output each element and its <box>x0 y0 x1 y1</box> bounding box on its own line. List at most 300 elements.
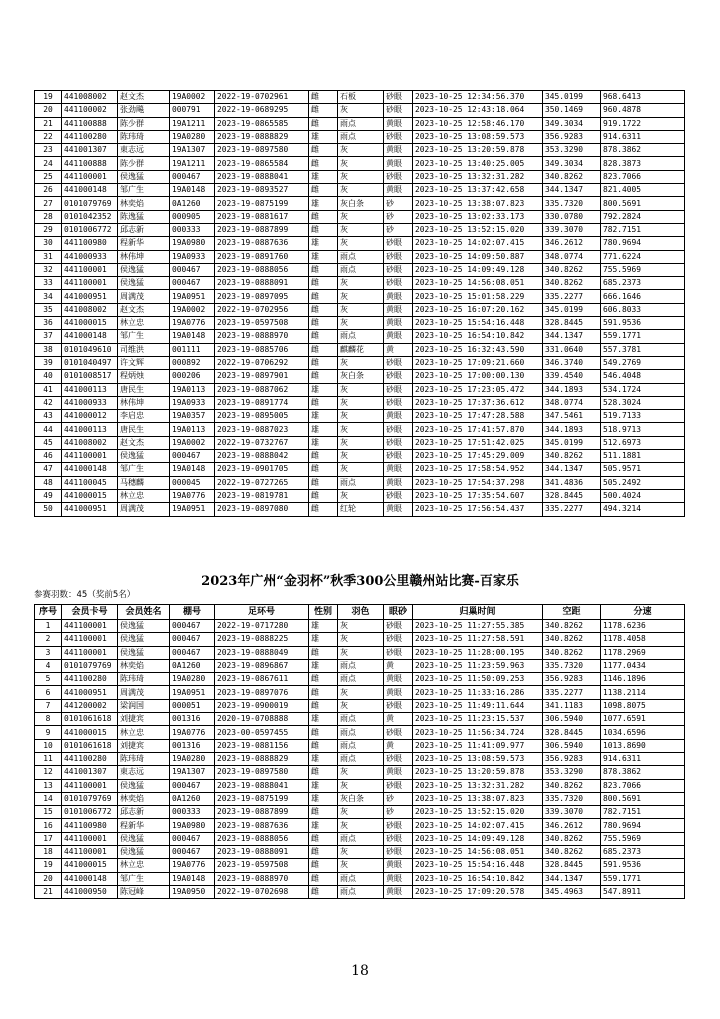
cell-eye: 砂眼 <box>384 104 413 117</box>
cell-loft-no: 001111 <box>170 343 215 356</box>
cell-seq: 22 <box>35 130 62 143</box>
cell-distance: 339.4540 <box>543 370 601 383</box>
cell-distance: 340.8262 <box>543 450 601 463</box>
cell-seq: 44 <box>35 423 62 436</box>
cell-eye: 黄眼 <box>384 673 413 686</box>
cell-member-card: 0101040497 <box>62 356 118 369</box>
cell-seq: 14 <box>35 792 62 805</box>
cell-seq: 25 <box>35 170 62 183</box>
cell-sex: 雄 <box>309 410 338 423</box>
cell-seq: 10 <box>35 739 62 752</box>
cell-ring-no: 2023-19-0888091 <box>215 277 309 290</box>
cell-loft-no: 000333 <box>170 223 215 236</box>
cell-plumage: 灰 <box>338 766 384 779</box>
cell-seq: 20 <box>35 104 62 117</box>
table-row <box>35 303 685 316</box>
cell-plumage: 灰 <box>338 489 384 502</box>
cell-loft-no: 19A1307 <box>170 766 215 779</box>
cell-ring-no: 2023-19-0897580 <box>215 144 309 157</box>
cell-plumage: 雨点 <box>338 752 384 765</box>
cell-ring-no: 2023-19-0867611 <box>215 673 309 686</box>
cell-arrival-time: 2023-10-25 11:23:59.963 <box>413 659 543 672</box>
cell-member-name: 赵文杰 <box>118 303 170 316</box>
cell-member-name: 赵文杰 <box>118 436 170 449</box>
cell-loft-no: 000892 <box>170 356 215 369</box>
cell-plumage: 灰 <box>338 779 384 792</box>
cell-speed: 1178.4058 <box>601 633 685 646</box>
results-table-2-body <box>35 620 685 899</box>
cell-plumage: 雨点 <box>338 726 384 739</box>
table-row <box>35 157 685 170</box>
cell-speed: 534.1724 <box>601 383 685 396</box>
cell-sex: 雌 <box>309 104 338 117</box>
cell-speed: 782.7151 <box>601 806 685 819</box>
cell-loft-no: 19A0148 <box>170 330 215 343</box>
cell-member-card: 441008002 <box>62 436 118 449</box>
cell-plumage: 灰 <box>338 104 384 117</box>
cell-member-name: 赵文杰 <box>118 91 170 104</box>
header-seq: 序号 <box>35 605 62 620</box>
cell-seq: 6 <box>35 686 62 699</box>
cell-ring-no: 2023-19-0888091 <box>215 846 309 859</box>
cell-ring-no: 2023-19-0897580 <box>215 766 309 779</box>
cell-eye: 砂眼 <box>384 250 413 263</box>
cell-loft-no: 19A0950 <box>170 885 215 898</box>
cell-member-name: 陈玮琦 <box>118 752 170 765</box>
table-row <box>35 423 685 436</box>
cell-member-card: 441000015 <box>62 317 118 330</box>
cell-distance: 349.3034 <box>543 157 601 170</box>
cell-eye: 砂眼 <box>384 819 413 832</box>
cell-eye: 黄眼 <box>384 303 413 316</box>
cell-eye: 砂眼 <box>384 752 413 765</box>
cell-loft-no: 19A0148 <box>170 184 215 197</box>
cell-sex: 雄 <box>309 170 338 183</box>
cell-speed: 800.5691 <box>601 792 685 805</box>
cell-distance: 350.1469 <box>543 104 601 117</box>
cell-distance: 346.3740 <box>543 356 601 369</box>
cell-sex: 雌 <box>309 356 338 369</box>
cell-member-name: 侯逸猛 <box>118 832 170 845</box>
cell-seq: 39 <box>35 356 62 369</box>
cell-seq: 33 <box>35 277 62 290</box>
cell-distance: 353.3290 <box>543 766 601 779</box>
cell-ring-no: 2023-19-0891760 <box>215 250 309 263</box>
cell-eye: 黄眼 <box>384 330 413 343</box>
cell-plumage: 灰白条 <box>338 792 384 805</box>
cell-distance: 328.8445 <box>543 317 601 330</box>
cell-loft-no: 19A0951 <box>170 290 215 303</box>
cell-member-name: 许文辉 <box>118 356 170 369</box>
cell-loft-no: 19A0933 <box>170 250 215 263</box>
cell-member-card: 441100280 <box>62 752 118 765</box>
cell-speed: 591.9536 <box>601 859 685 872</box>
cell-speed: 606.8033 <box>601 303 685 316</box>
cell-eye: 黄眼 <box>384 157 413 170</box>
cell-eye: 砂眼 <box>384 726 413 739</box>
cell-eye: 黄眼 <box>384 885 413 898</box>
cell-member-card: 441100001 <box>62 450 118 463</box>
cell-seq: 18 <box>35 846 62 859</box>
cell-eye: 砂 <box>384 197 413 210</box>
cell-member-name: 林立忠 <box>118 489 170 502</box>
cell-loft-no: 19A0002 <box>170 91 215 104</box>
table-row <box>35 450 685 463</box>
cell-seq: 27 <box>35 197 62 210</box>
results-table-2-header <box>35 605 685 620</box>
cell-plumage: 灰 <box>338 237 384 250</box>
cell-member-name: 侯逸猛 <box>118 170 170 183</box>
cell-seq: 19 <box>35 91 62 104</box>
table-row <box>35 489 685 502</box>
cell-arrival-time: 2023-10-25 13:40:25.005 <box>413 157 543 170</box>
cell-loft-no: 19A0002 <box>170 436 215 449</box>
cell-arrival-time: 2023-10-25 16:54:10.842 <box>413 872 543 885</box>
cell-arrival-time: 2023-10-25 11:23:15.537 <box>413 713 543 726</box>
table-row <box>35 859 685 872</box>
cell-member-card: 441200002 <box>62 699 118 712</box>
cell-loft-no: 000467 <box>170 633 215 646</box>
cell-eye: 砂眼 <box>384 832 413 845</box>
cell-sex: 雄 <box>309 713 338 726</box>
cell-arrival-time: 2023-10-25 12:34:56.370 <box>413 91 543 104</box>
cell-member-name: 邱志新 <box>118 223 170 236</box>
cell-loft-no: 000467 <box>170 277 215 290</box>
cell-sex: 雌 <box>309 303 338 316</box>
cell-plumage: 麒麟花 <box>338 343 384 356</box>
cell-speed: 546.4048 <box>601 370 685 383</box>
cell-member-name: 東志远 <box>118 766 170 779</box>
cell-eye: 砂 <box>384 210 413 223</box>
cell-member-name: 周满茂 <box>118 503 170 516</box>
cell-member-card: 441000933 <box>62 250 118 263</box>
cell-distance: 341.1183 <box>543 699 601 712</box>
cell-loft-no: 000905 <box>170 210 215 223</box>
cell-loft-no: 001316 <box>170 739 215 752</box>
cell-loft-no: 0A1260 <box>170 792 215 805</box>
cell-loft-no: 19A0280 <box>170 130 215 143</box>
cell-distance: 340.8262 <box>543 779 601 792</box>
header-loft-no: 棚号 <box>170 605 215 620</box>
cell-member-card: 441000950 <box>62 885 118 898</box>
cell-plumage: 灰 <box>338 210 384 223</box>
cell-eye: 黄 <box>384 343 413 356</box>
cell-arrival-time: 2023-10-25 17:37:36.612 <box>413 396 543 409</box>
cell-member-card: 441008002 <box>62 91 118 104</box>
table-row <box>35 91 685 104</box>
cell-speed: 512.6973 <box>601 436 685 449</box>
cell-eye: 黄眼 <box>384 476 413 489</box>
cell-arrival-time: 2023-10-25 11:41:09.977 <box>413 739 543 752</box>
cell-loft-no: 000045 <box>170 476 215 489</box>
cell-plumage: 雨点 <box>338 263 384 276</box>
cell-arrival-time: 2023-10-25 17:58:54.952 <box>413 463 543 476</box>
table-row <box>35 223 685 236</box>
table-row <box>35 356 685 369</box>
cell-eye: 砂眼 <box>384 263 413 276</box>
cell-arrival-time: 2023-10-25 12:43:18.064 <box>413 104 543 117</box>
cell-distance: 335.2277 <box>543 290 601 303</box>
cell-member-name: 侯逸猛 <box>118 277 170 290</box>
cell-seq: 37 <box>35 330 62 343</box>
cell-seq: 30 <box>35 237 62 250</box>
cell-arrival-time: 2023-10-25 11:50:09.253 <box>413 673 543 686</box>
cell-member-name: 陈冠峰 <box>118 885 170 898</box>
cell-member-name: 刘捷宾 <box>118 739 170 752</box>
cell-sex: 雌 <box>309 699 338 712</box>
table-row <box>35 250 685 263</box>
cell-sex: 雄 <box>309 620 338 633</box>
cell-arrival-time: 2023-10-25 13:08:59.573 <box>413 130 543 143</box>
table-row <box>35 503 685 516</box>
cell-member-name: 侯逸猛 <box>118 646 170 659</box>
cell-member-name: 林伟坤 <box>118 250 170 263</box>
cell-member-name: 马穗麟 <box>118 476 170 489</box>
table-row <box>35 872 685 885</box>
cell-speed: 1177.0434 <box>601 659 685 672</box>
cell-ring-no: 2023-19-0881156 <box>215 739 309 752</box>
cell-plumage: 雨点 <box>338 330 384 343</box>
cell-plumage: 灰白条 <box>338 197 384 210</box>
cell-sex: 雌 <box>309 832 338 845</box>
table-row <box>35 792 685 805</box>
cell-eye: 砂眼 <box>384 633 413 646</box>
cell-seq: 34 <box>35 290 62 303</box>
cell-loft-no: 19A0113 <box>170 383 215 396</box>
cell-distance: 353.3290 <box>543 144 601 157</box>
cell-plumage: 石板 <box>338 91 384 104</box>
cell-ring-no: 2023-19-0887636 <box>215 237 309 250</box>
cell-sex: 雌 <box>309 806 338 819</box>
table-row <box>35 383 685 396</box>
cell-member-name: 邱志新 <box>118 806 170 819</box>
cell-sex: 雌 <box>309 396 338 409</box>
cell-seq: 13 <box>35 779 62 792</box>
cell-ring-no: 2023-19-0888041 <box>215 170 309 183</box>
cell-plumage: 灰 <box>338 859 384 872</box>
cell-loft-no: 19A0980 <box>170 237 215 250</box>
cell-member-name: 李启忠 <box>118 410 170 423</box>
cell-member-name: 唐民生 <box>118 383 170 396</box>
table-row <box>35 726 685 739</box>
cell-plumage: 红轮 <box>338 503 384 516</box>
cell-ring-no: 2023-19-0887899 <box>215 223 309 236</box>
cell-eye: 砂眼 <box>384 779 413 792</box>
cell-member-card: 441000015 <box>62 489 118 502</box>
cell-arrival-time: 2023-10-25 15:01:58.229 <box>413 290 543 303</box>
cell-sex: 雌 <box>309 370 338 383</box>
cell-seq: 21 <box>35 117 62 130</box>
header-plumage: 羽色 <box>338 605 384 620</box>
cell-distance: 340.8262 <box>543 646 601 659</box>
cell-seq: 40 <box>35 370 62 383</box>
cell-arrival-time: 2023-10-25 17:23:05.472 <box>413 383 543 396</box>
cell-member-card: 441000012 <box>62 410 118 423</box>
cell-speed: 800.5691 <box>601 197 685 210</box>
cell-ring-no: 2023-19-0865584 <box>215 157 309 170</box>
cell-member-name: 陈玮琦 <box>118 130 170 143</box>
cell-speed: 1077.6591 <box>601 713 685 726</box>
cell-member-card: 0101006772 <box>62 806 118 819</box>
cell-ring-no: 2023-19-0885706 <box>215 343 309 356</box>
cell-loft-no: 000467 <box>170 846 215 859</box>
cell-sex: 雌 <box>309 223 338 236</box>
cell-ring-no: 2023-19-0896867 <box>215 659 309 672</box>
cell-sex: 雌 <box>309 726 338 739</box>
cell-sex: 雄 <box>309 383 338 396</box>
cell-loft-no: 19A0776 <box>170 317 215 330</box>
cell-sex: 雄 <box>309 779 338 792</box>
cell-plumage: 雨点 <box>338 130 384 143</box>
cell-speed: 505.9571 <box>601 463 685 476</box>
cell-sex: 雌 <box>309 277 338 290</box>
cell-loft-no: 19A0148 <box>170 463 215 476</box>
cell-speed: 968.6413 <box>601 91 685 104</box>
cell-arrival-time: 2023-10-25 14:09:49.128 <box>413 832 543 845</box>
cell-arrival-time: 2023-10-25 14:02:07.415 <box>413 819 543 832</box>
cell-plumage: 雨点 <box>338 739 384 752</box>
cell-sex: 雄 <box>309 659 338 672</box>
cell-arrival-time: 2023-10-25 17:47:28.588 <box>413 410 543 423</box>
cell-sex: 雌 <box>309 317 338 330</box>
cell-sex: 雌 <box>309 646 338 659</box>
cell-loft-no: 19A0776 <box>170 859 215 872</box>
cell-distance: 348.0774 <box>543 250 601 263</box>
cell-seq: 16 <box>35 819 62 832</box>
cell-plumage: 灰 <box>338 450 384 463</box>
cell-eye: 黄眼 <box>384 686 413 699</box>
table-row <box>35 317 685 330</box>
cell-sex: 雄 <box>309 197 338 210</box>
cell-distance: 340.8262 <box>543 832 601 845</box>
cell-member-name: 林立忠 <box>118 726 170 739</box>
cell-sex: 雌 <box>309 885 338 898</box>
cell-plumage: 灰 <box>338 170 384 183</box>
table-row <box>35 779 685 792</box>
cell-seq: 38 <box>35 343 62 356</box>
header-speed: 分速 <box>601 605 685 620</box>
cell-speed: 914.6311 <box>601 752 685 765</box>
results-table-2 <box>34 604 685 899</box>
cell-sex: 雌 <box>309 503 338 516</box>
table-row <box>35 263 685 276</box>
cell-ring-no: 2023-19-0888225 <box>215 633 309 646</box>
cell-speed: 1098.8075 <box>601 699 685 712</box>
cell-sex: 雌 <box>309 766 338 779</box>
header-ring-no: 足环号 <box>215 605 309 620</box>
cell-loft-no: 19A0951 <box>170 686 215 699</box>
cell-plumage: 灰 <box>338 686 384 699</box>
cell-sex: 雄 <box>309 250 338 263</box>
cell-sex: 雌 <box>309 450 338 463</box>
cell-distance: 340.8262 <box>543 846 601 859</box>
cell-arrival-time: 2023-10-25 13:20:59.878 <box>413 766 543 779</box>
cell-ring-no: 2023-19-0887062 <box>215 383 309 396</box>
cell-member-card: 0101006772 <box>62 223 118 236</box>
cell-member-card: 0101079769 <box>62 792 118 805</box>
cell-speed: 511.1881 <box>601 450 685 463</box>
cell-arrival-time: 2023-10-25 16:32:43.590 <box>413 343 543 356</box>
table-row <box>35 673 685 686</box>
cell-distance: 340.8262 <box>543 633 601 646</box>
cell-arrival-time: 2023-10-25 13:02:33.173 <box>413 210 543 223</box>
table-row <box>35 117 685 130</box>
cell-ring-no: 2023-19-0893527 <box>215 184 309 197</box>
cell-loft-no: 000051 <box>170 699 215 712</box>
cell-loft-no: 000467 <box>170 450 215 463</box>
cell-ring-no: 2023-19-0819781 <box>215 489 309 502</box>
cell-loft-no: 000333 <box>170 806 215 819</box>
cell-distance: 347.5461 <box>543 410 601 423</box>
cell-sex: 雌 <box>309 91 338 104</box>
cell-ring-no: 2023-19-0901705 <box>215 463 309 476</box>
cell-member-card: 441100888 <box>62 157 118 170</box>
cell-eye: 黄眼 <box>384 184 413 197</box>
cell-arrival-time: 2023-10-25 13:52:15.020 <box>413 223 543 236</box>
cell-speed: 771.6224 <box>601 250 685 263</box>
cell-speed: 547.8911 <box>601 885 685 898</box>
table-row <box>35 832 685 845</box>
cell-distance: 356.9283 <box>543 130 601 143</box>
table-row <box>35 436 685 449</box>
cell-seq: 50 <box>35 503 62 516</box>
cell-speed: 518.9713 <box>601 423 685 436</box>
table-row <box>35 686 685 699</box>
header-arrival-time: 归巢时间 <box>413 605 543 620</box>
cell-eye: 砂眼 <box>384 620 413 633</box>
cell-eye: 黄 <box>384 659 413 672</box>
cell-seq: 2 <box>35 633 62 646</box>
cell-distance: 306.5940 <box>543 739 601 752</box>
participants-count: 参赛羽数：45（奖前5名） <box>34 590 136 600</box>
cell-plumage: 灰 <box>338 423 384 436</box>
cell-arrival-time: 2023-10-25 13:52:15.020 <box>413 806 543 819</box>
cell-loft-no: 000467 <box>170 646 215 659</box>
cell-ring-no: 2023-00-0597455 <box>215 726 309 739</box>
cell-plumage: 灰 <box>338 699 384 712</box>
cell-seq: 9 <box>35 726 62 739</box>
cell-arrival-time: 2023-10-25 17:09:21.660 <box>413 356 543 369</box>
cell-loft-no: 19A0776 <box>170 489 215 502</box>
table-row <box>35 130 685 143</box>
cell-distance: 340.8262 <box>543 620 601 633</box>
cell-ring-no: 2022-19-0717280 <box>215 620 309 633</box>
cell-distance: 339.3070 <box>543 223 601 236</box>
cell-member-name: 東志远 <box>118 144 170 157</box>
cell-seq: 41 <box>35 383 62 396</box>
cell-ring-no: 2023-19-0875199 <box>215 197 309 210</box>
cell-member-name: 陈逸猛 <box>118 210 170 223</box>
cell-distance: 340.8262 <box>543 170 601 183</box>
cell-ring-no: 2023-19-0888829 <box>215 130 309 143</box>
cell-member-card: 441100001 <box>62 779 118 792</box>
cell-member-card: 441001307 <box>62 144 118 157</box>
cell-arrival-time: 2023-10-25 12:58:46.170 <box>413 117 543 130</box>
cell-distance: 356.9283 <box>543 673 601 686</box>
cell-member-name: 陈少群 <box>118 157 170 170</box>
cell-member-name: 张劲飚 <box>118 104 170 117</box>
cell-member-name: 林伟坤 <box>118 396 170 409</box>
cell-member-card: 441100001 <box>62 633 118 646</box>
cell-speed: 559.1771 <box>601 872 685 885</box>
cell-eye: 黄眼 <box>384 117 413 130</box>
cell-loft-no: 000467 <box>170 170 215 183</box>
cell-member-name: 邹广生 <box>118 463 170 476</box>
cell-sex: 雄 <box>309 633 338 646</box>
table-row <box>35 885 685 898</box>
cell-member-card: 441000148 <box>62 330 118 343</box>
header-eye: 眼砂 <box>384 605 413 620</box>
